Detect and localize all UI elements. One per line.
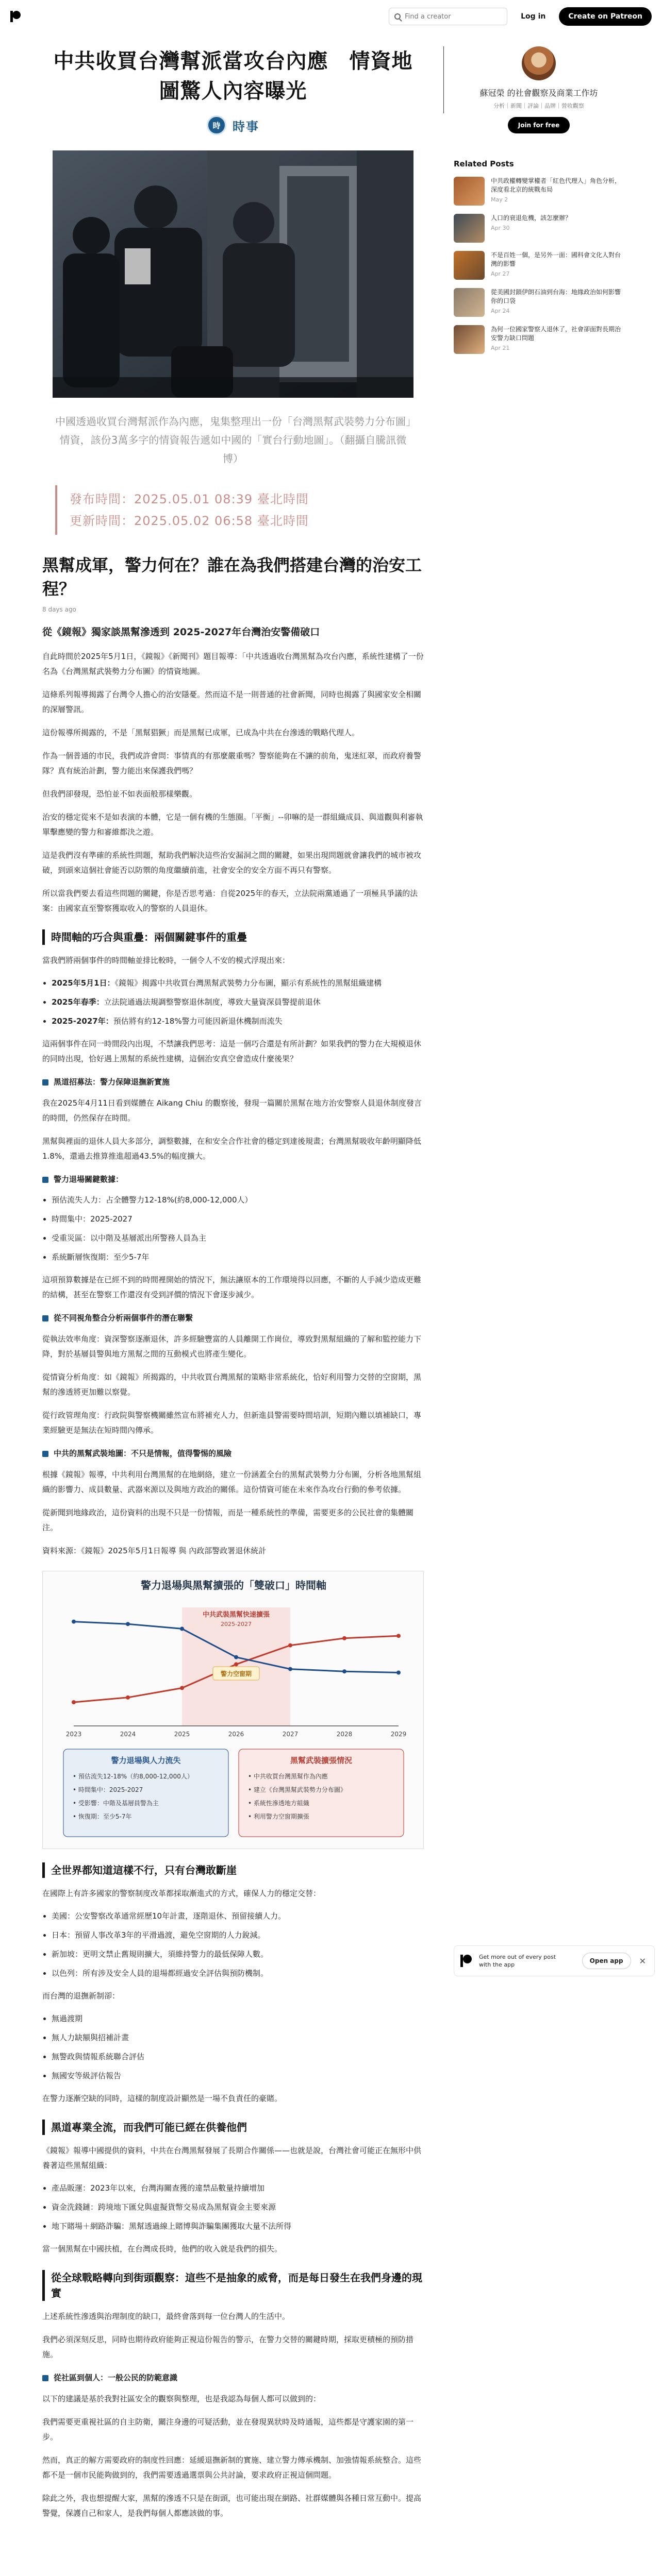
related-post-date: Apr 27 xyxy=(491,270,510,277)
related-posts-heading: Related Posts xyxy=(454,159,514,168)
creator-avatar[interactable] xyxy=(522,46,556,80)
paragraph: 從執法效率角度：資深警察逐漸退休，許多經驗豐富的人員離開工作崗位，導致對黑幫組織的了解和監控能力下降，對於基層員警與地方黑幫之間的互動模式也將產生變化。 xyxy=(42,1334,422,1359)
creator-sidebar xyxy=(454,46,624,354)
article-body xyxy=(42,624,424,2521)
headline-line-2: 圖驚人內容曝光 xyxy=(159,79,307,103)
series-point xyxy=(126,1696,130,1700)
paragraph: 然而，真正的解方需要政府的制度性回應：延緩退撫新制的實施、建立警力傳承機制、加強情報系統整合。這些都不是一個市民能夠做到的，我們需要透過選票與公共討論，要求政府正視這個問題。 xyxy=(42,2455,422,2480)
list-item: • 預估流失人力：占全體警力12-18%(約8,000-12,000人） xyxy=(52,1193,424,1207)
list-item-text: 《鏡報》揭露中共收買台灣黑幫武裝勢力分布圖，顯示有系統性的黑幫組織建構 xyxy=(114,978,382,988)
highlight-label: 中共武裝黑幫快速擴張 xyxy=(202,1611,270,1619)
paragraph: 這兩個事件在同一時間段內出現，不禁讓我們思考：這是一個巧合還是有所計劃？如果我們的警力在大規模退休的同時出現，恰好遇上黑幫的系統性建構，這個治安真空會造成什麼後果？ xyxy=(42,1039,422,1063)
publish-times xyxy=(55,485,411,535)
related-post-date: Apr 24 xyxy=(491,308,510,314)
paragraph: 自此時間於2025年5月1日，《鏡報》《新聞刊》題目報導：「中共透過收台灣黑幫為攻台內應，系統性建構了一份名為《台灣黑幫武裝勢力分布圖》的情資地圖。 xyxy=(42,652,424,676)
x-tick-label: 2029 xyxy=(390,1731,407,1738)
creator-name[interactable]: 蘇冠榮 的社會觀察及商業工作坊 xyxy=(479,88,598,98)
info-box-title: 黑幫武裝擴張情況 xyxy=(290,1756,353,1765)
join-for-free-button[interactable]: Join for free xyxy=(508,117,570,133)
related-post-thumbnail[interactable] xyxy=(454,325,485,354)
gap-list xyxy=(52,2181,424,2233)
search-icon xyxy=(394,13,401,20)
search-input[interactable] xyxy=(405,13,498,21)
paragraph: 這項預算數據是在已經不到的時間裡開始的情況下，無法讓原本的工作環境得以回應，不斷的人手減少造成更難的結構，甚至在警察工作還沒有受到評價的情況下會逐步減少。 xyxy=(42,1275,422,1299)
headline-line-1: 中共收買台灣幫派當攻台內應 情資地 xyxy=(53,49,413,73)
info-box-line: • 時間集中：2025-2027 xyxy=(73,1786,143,1793)
article-lead: 從《鏡報》獨家談黑幫滲透到 2025-2027年台灣治安警備破口 xyxy=(42,626,320,638)
section-heading: 全世界都知道這樣不行，只有台灣敢斷崖 xyxy=(42,1862,424,1878)
list-item: • 以色列：所有涉及安全人員的退場都經過安全評估與預防機制。 xyxy=(52,1967,424,1980)
series-point xyxy=(396,1634,401,1638)
list-item: • 無人力缺額與招補計畫 xyxy=(52,2031,424,2045)
subheading-text: 中共的黑幫武裝地圖：不只是情報，值得警惕的風險 xyxy=(54,1449,232,1458)
list-item-bold: 2025年5月1日： xyxy=(52,978,115,988)
image-caption: 中國透過收買台灣幫派作為內應，鬼集整理出一份「台灣黑幫武裝勢力分布圖」情資，該份3萬多字的情資報告遞如中國的「實台行動地圖」。（翻攝自騰訊微博） xyxy=(55,415,411,465)
patreon-app-icon xyxy=(460,1955,473,1967)
related-post-thumbnail[interactable] xyxy=(454,251,485,280)
related-post-title[interactable]: 從美國封鎖伊朗石油到台海：地緣政治如何影響你的口袋 xyxy=(491,289,621,304)
top-navigation xyxy=(0,0,662,33)
related-post-title[interactable]: 人口的衰退危機，該怎麼辦？ xyxy=(491,214,572,222)
stats-list xyxy=(52,1193,424,1264)
paragraph: 作為一個普通的市民，我們或許會問：事情真的有那麼嚴重嗎？警察能夠在不讓的前角，鬼迷紅翠，而政府養警隊？真有統治計劃，警力能出來保護我們嗎？ xyxy=(42,751,422,775)
section-heading: 從全球戰略轉向到街頭觀察：這些不是抽象的威脅，而是每日發生在我們身邊的現實 xyxy=(42,2270,424,2301)
subheading-text: 警力退場關鍵數據： xyxy=(54,1175,124,1184)
related-post-date: Apr 30 xyxy=(491,225,510,231)
x-tick-label: 2028 xyxy=(336,1731,353,1738)
square-bullet-icon xyxy=(42,1451,48,1457)
subheading-text: 從不同視角整合分析兩個事件的潛在聯繫 xyxy=(54,1313,193,1323)
x-tick-label: 2023 xyxy=(65,1731,82,1738)
close-icon[interactable]: ✕ xyxy=(639,1956,646,1966)
list-item: • 無警政與情報系統聯合評估 xyxy=(52,2050,424,2064)
info-box-line: • 利用警力空窗期擴張 xyxy=(248,1813,309,1820)
list-item xyxy=(52,995,424,1009)
category-label[interactable]: 時事 xyxy=(233,119,259,134)
info-box-line: • 受影響：中階及基層員警為主 xyxy=(73,1800,159,1807)
paragraph: 當一個黑幫在中國扶植，在台灣成長時，他們的收入就是我們的損失。 xyxy=(42,2244,283,2253)
info-box-line: • 建立《台灣黑幫武裝勢力分布圖》 xyxy=(248,1786,346,1793)
list-item: • 無國安等級評估報告 xyxy=(52,2069,424,2083)
subheading-text: 黑道招募法：警力保障退撫新實施 xyxy=(54,1077,170,1087)
series-point xyxy=(180,1686,184,1690)
subheading xyxy=(42,1075,424,1090)
x-tick-label: 2027 xyxy=(282,1731,299,1738)
series-point xyxy=(72,1700,76,1704)
info-box-line: • 預估流失12-18%（約8,000-12,000人） xyxy=(73,1773,193,1780)
post-title: 黑幫成軍，警力何在？誰在為我們搭建台灣的治安工程？ xyxy=(42,555,422,599)
paragraph: 從新聞到地緣政治，這份資料的出現不只是一份情報，而是一種系統性的準備，需要更多的公民社會的集體關注。 xyxy=(42,1508,414,1532)
paragraph: 所以當我們要去看這些問題的關鍵，你是否思考過：自從2025年的春天，立法院兩黨通過了一項極具爭議的法案：由國家直至警察獲取收入的警察的人員退休。 xyxy=(42,889,418,913)
paragraph: 治安的穩定從來不是如表演的本體，它是一個有機的生態圈。「平衡」--卯嘛的是一群組織成員、與道觀與利審執單擊應變的警力和審維都決之遊。 xyxy=(42,812,423,837)
list-item-text: 立法院通過法規調整警察退休制度，導致大量資深員警提前退休 xyxy=(104,997,321,1007)
list-item xyxy=(52,976,424,990)
paragraph: 這條系列報導揭露了台灣令人擔心的治安隱憂。然而這不是一則普通的社會新聞，同時也揭露了與國家安全相關的深層警訊。 xyxy=(42,690,422,714)
info-box-line: • 中共收買台灣黑幫作為內應 xyxy=(248,1773,328,1780)
paragraph: 在國際上有許多國家的警察制度改革都採取漸進式的方式，確保人力的穩定交替： xyxy=(42,1889,321,1898)
list-item: • 產品販運：2023年以來，台灣海關查獲的違禁品數量持續增加 xyxy=(52,2181,424,2195)
hero-image xyxy=(53,150,413,398)
category-row xyxy=(42,115,424,135)
related-post-thumbnail[interactable] xyxy=(454,177,485,206)
search-box[interactable] xyxy=(389,8,507,25)
related-posts-list xyxy=(454,177,624,354)
series-point xyxy=(288,1667,292,1671)
list-item-bold: 2025年春季： xyxy=(52,997,104,1007)
published-time: 發布時間：2025.05.01 08:39 臺北時間 xyxy=(70,492,309,506)
paragraph: 這份報導所揭露的，不是「黑幫猖獗」而是黑幫已成軍，已成為中共在台滲透的戰略代理人。 xyxy=(42,728,360,737)
patreon-logo-icon[interactable] xyxy=(10,11,22,22)
app-promo-text: Get more out of every post with the app xyxy=(479,1954,556,1968)
list-item xyxy=(52,1014,424,1028)
paragraph: 除此之外，我也想提醒大家，黑幫的滲透不只是在街頭，也可能出現在網路、社群媒體與各種日常互動中。提高警覺，保護自己和家人，是我們每個人都應該做的事。 xyxy=(42,2494,422,2518)
paragraph: 這是我們沒有準確的系統性問題，幫助我們解決這些治安漏洞之間的關鍵，如果出現問題就會讓我們的城市被攻破，到頭來這個社會能否以防禦的角度繼續前進，社會安全的安全方面不再只有警察。 xyxy=(42,851,422,875)
related-post-thumbnail[interactable] xyxy=(454,288,485,317)
related-post-date: Apr 21 xyxy=(491,345,510,351)
square-bullet-icon xyxy=(42,1079,48,1086)
list-item: • 系統斷層恢復期：至少5-7年 xyxy=(52,1250,424,1264)
paragraph: 我們需要更重視社區的自主防衛，關注身邊的可疑活動，並在發現異狀時及時通報，這些都是守護家園的第一步。 xyxy=(42,2417,414,2442)
list-item: • 美國：公安警察改革通常經歷10年計畫，逐階退休、預留接續人力。 xyxy=(52,1909,424,1923)
paragraph: 當我們將兩個事件的時間軸並排比較時，一個令人不安的模式浮現出來： xyxy=(42,956,290,965)
x-tick-label: 2025 xyxy=(174,1731,190,1738)
subheading-text: 從社區到個人：一般公民的防範意識 xyxy=(54,2373,178,2382)
related-post-item[interactable] xyxy=(454,251,624,280)
updated-time: 更新時間：2025.05.02 06:58 臺北時間 xyxy=(70,514,309,528)
info-box-line: • 恢復期：至少5-7年 xyxy=(73,1813,132,1820)
chart-title: 警力退場與黑幫擴張的「雙破口」時間軸 xyxy=(141,1579,326,1591)
paragraph: 從情資分析角度：如《鏡報》所揭露的，中共收買台灣黑幫的策略非常系統化，恰好利用警力交替的空窗期，黑幫的滲透將更加難以察覺。 xyxy=(42,1372,422,1397)
chart-svg xyxy=(43,1571,424,1850)
series-point xyxy=(342,1636,346,1640)
list-item-text: 預估將有約12-18%警力可能因新退休機制而流失 xyxy=(113,1016,283,1026)
world-list xyxy=(52,1909,424,1980)
taiwan-list xyxy=(52,2012,424,2083)
source-note: 資料來源：《鏡報》2025年5月1日報導 與 內政部警政署退休統計 xyxy=(42,1546,267,1555)
highlight-sublabel: 2025-2027 xyxy=(221,1621,252,1628)
related-post-item[interactable] xyxy=(454,214,624,243)
info-box-line: • 系統性滲透地方組織 xyxy=(248,1800,309,1807)
login-button[interactable]: Log in xyxy=(521,12,546,21)
crossover-label: 警力空窗期 xyxy=(220,1670,252,1677)
subheading xyxy=(42,1446,424,1461)
series-point xyxy=(72,1620,76,1624)
square-bullet-icon xyxy=(42,1177,48,1183)
subheading xyxy=(42,2370,424,2385)
paragraph: 《鏡報》報導中國提供的資料，中共在台灣黑幫發展了長期合作關係——也就是說，台灣社會可能正在無形中供養著這些黑幫組織： xyxy=(42,2146,422,2170)
related-post-date: May 2 xyxy=(491,196,508,203)
list-item-bold: 2025-2027年： xyxy=(52,1016,113,1026)
info-box-title: 警力退場與人力流失 xyxy=(111,1756,181,1765)
series-point xyxy=(234,1655,238,1659)
series-point xyxy=(342,1669,346,1673)
paragraph: 在警力逐漸空缺的同時，這樣的制度設計顯然是一場不負責任的豪賭。 xyxy=(42,2094,283,2103)
paragraph: 黑幫與裡面的退休人員大多部分，調整數據，在和安全合作社會的穩定到達後規畫；台灣黑幫吸收年齡明顯降低1.8%，還過去推算推進超過43.5%的幅度擴大。 xyxy=(42,1137,422,1161)
series-point xyxy=(288,1643,292,1648)
open-app-button[interactable]: Open app xyxy=(582,1953,631,1969)
paragraph: 我們必須深刻反思，同時也期待政府能夠正視這份報告的警示，在警力交替的關鍵時期，採取更積極的預防措施。 xyxy=(42,2335,414,2359)
hero-photo-illustration xyxy=(53,150,413,398)
x-tick-label: 2026 xyxy=(228,1731,244,1738)
paragraph: 根據《鏡報》報導，中共利用台灣黑幫的在地網絡，建立一份涵蓋全台的黑幫武裝勢力分布圖，分析各地黑幫組織的影響力、成員數量、武器來源以及與地方政治的關係。這份情資可能在未來作為攻台行動的參考依據。 xyxy=(42,1470,422,1494)
category-icon: 時 xyxy=(207,115,226,135)
subheading xyxy=(42,1311,424,1326)
series-point xyxy=(180,1626,184,1631)
timeline-chart xyxy=(42,1571,424,1849)
series-point xyxy=(234,1662,238,1666)
square-bullet-icon xyxy=(42,2375,48,2381)
series-point xyxy=(396,1671,401,1675)
app-promo-banner xyxy=(454,1945,655,1976)
top-actions xyxy=(389,7,652,26)
x-tick-label: 2024 xyxy=(120,1731,136,1738)
article-headline xyxy=(42,46,424,106)
paragraph: 以下的建議是基於我對社區安全的觀察與整理，也是我認為每個人都可以做到的： xyxy=(42,2394,321,2403)
list-item: • 地下賭場＋網路詐騙：黑幫透過線上賭博與詐騙集團獲取大量不法所得 xyxy=(52,2219,424,2233)
list-item: • 時間集中：2025-2027 xyxy=(52,1212,424,1226)
creator-description: 分析｜新聞｜評論｜品牌｜營收觀察 xyxy=(493,103,584,109)
subheading xyxy=(42,1172,424,1187)
list-item: • 日本：預留人事改革3年的平滑過渡，避免空窗期的人力銳減。 xyxy=(52,1928,424,1942)
related-post-thumbnail[interactable] xyxy=(454,214,485,243)
paragraph: 但我們卻發現，恐怕並不如表面般那樣樂觀。 xyxy=(42,789,197,799)
section-heading: 時間軸的巧合與重疊：兩個關鍵事件的重疊 xyxy=(42,929,424,945)
paragraph: 上述系統性滲透與治理制度的缺口，最終會落到每一位台灣人的生活中。 xyxy=(42,2312,290,2321)
related-post-title[interactable]: 中共政權轉變掌權者「紅色代理人」角色分析，深度看北京的統戰布局 xyxy=(491,177,621,193)
list-item: • 新加坡：更明文禁止舊規則擴大，須維持警力的最低保障人數。 xyxy=(52,1947,424,1961)
paragraph: 我在2025年4月11日看到媒體在 Aikang Chiu 的觀察後，發現一篇關於黑幫在地方治安警察人員退休制度發言的時間，仍然保存在時間。 xyxy=(42,1098,422,1123)
list-item: • 無過渡期 xyxy=(52,2012,424,2026)
related-post-item[interactable] xyxy=(454,325,624,354)
column-divider xyxy=(443,46,444,113)
series-point xyxy=(126,1622,130,1626)
create-on-patreon-button[interactable]: Create on Patreon xyxy=(559,7,652,26)
list-item: • 受重災區：以中階及基層派出所警務人員為主 xyxy=(52,1231,424,1245)
paragraph: 而台灣的退撫新制卻： xyxy=(42,1991,120,2001)
timeline-list xyxy=(52,976,424,1028)
paragraph: 從行政管理角度：行政院與警察機關雖然宣布將補充人力，但新進員警需要時間培訓，短期內難以填補缺口，專業經驗更是無法在短時間內傳承。 xyxy=(42,1411,422,1435)
post-date: 8 days ago xyxy=(42,606,76,613)
list-item: • 資金洗錢鏈：跨境地下匯兌與虛擬貨幣交易成為黑幫資金主要來源 xyxy=(52,2200,424,2214)
post-main-column xyxy=(42,46,424,2529)
related-post-title[interactable]: 為何一位國家警察人退休了，社會卻面對長期治安警力缺口問題 xyxy=(491,326,621,342)
section-heading: 黑道專業全流，而我們可能已經在供養他們 xyxy=(42,2120,424,2135)
related-post-item[interactable] xyxy=(454,288,624,317)
square-bullet-icon xyxy=(42,1315,48,1321)
related-post-item[interactable] xyxy=(454,177,624,206)
related-post-title[interactable]: 不是百姓一個，是另外一面：國科會文化人對台灣的影響 xyxy=(491,251,621,267)
